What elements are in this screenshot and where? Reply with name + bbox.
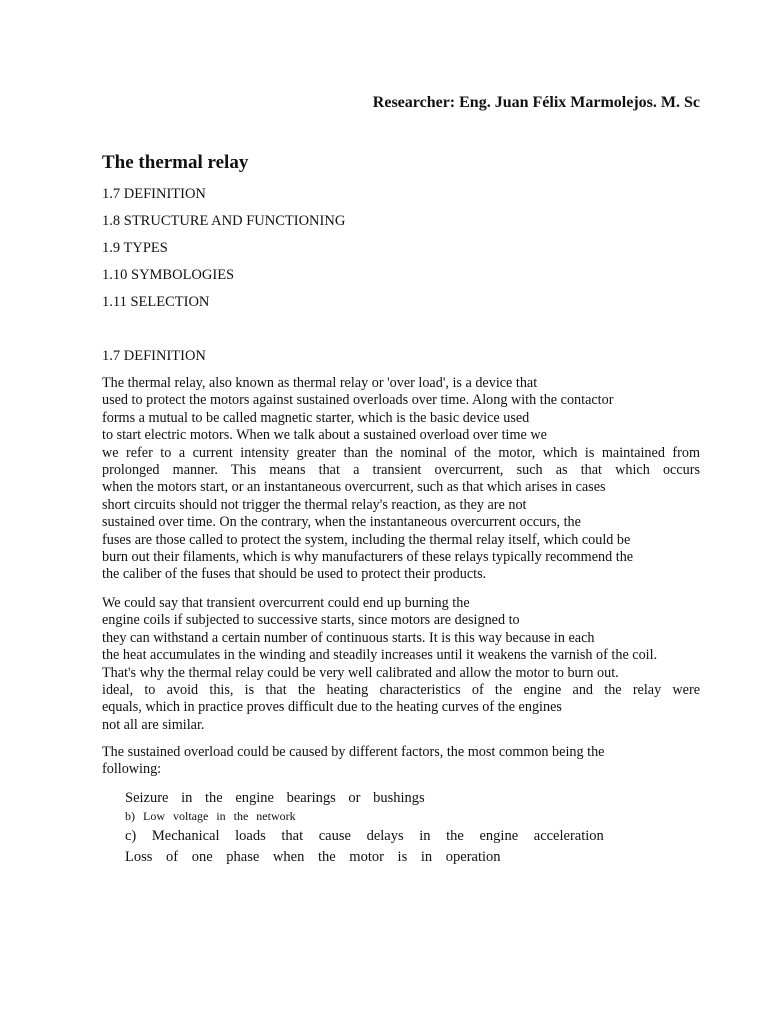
toc-item-types: 1.9 TYPES: [102, 240, 168, 256]
paragraph-line: burn out their filaments, which is why manufacturers of these relays typically recommend the: [102, 549, 634, 566]
paragraph-line: sustained over time. On the contrary, when the instantaneous overcurrent occurs, the: [102, 514, 581, 531]
paragraph-line: following:: [102, 761, 162, 778]
toc-item-selection: 1.11 SELECTION: [102, 294, 210, 310]
section-heading: 1.7 DEFINITION: [102, 348, 206, 364]
list-item: Loss of one phase when the motor is in operation: [125, 849, 501, 865]
table-of-contents: [102, 185, 345, 320]
paragraph-line: not all are similar.: [102, 716, 205, 733]
overcurrent-paragraph: [102, 595, 700, 734]
paragraph-line: prolonged manner. This means that a transient overcurrent, such as that which occurs: [102, 462, 700, 479]
definition-paragraph: [102, 375, 700, 584]
list-item: c) Mechanical loads that cause delays in the engine acceleration: [125, 828, 604, 844]
document-title: The thermal relay: [102, 152, 249, 173]
toc-item-definition: 1.7 DEFINITION: [102, 186, 206, 202]
paragraph-line: they can withstand a certain number of continuous starts. It is this way because in each: [102, 629, 595, 646]
researcher-credit: Researcher: Eng. Juan Félix Marmolejos. M. Sc: [372, 94, 700, 111]
paragraph-line: equals, which in practice proves difficult due to the heating curves of the engines: [102, 699, 562, 716]
toc-item-structure: 1.8 STRUCTURE AND FUNCTIONING: [102, 213, 346, 229]
paragraph-line: The sustained overload could be caused by different factors, the most common being the: [102, 744, 605, 760]
overload-causes-list: [125, 789, 604, 867]
paragraph-line: forms a mutual to be called magnetic starter, which is the basic device used: [102, 409, 530, 426]
paragraph-line: we refer to a current intensity greater than the nominal of the motor, which is maintained from: [102, 444, 700, 461]
list-item: b) Low voltage in the network: [125, 809, 296, 823]
paragraph-line: to start electric motors. When we talk about a sustained overload over time we: [102, 427, 547, 444]
toc-item-symbologies: 1.10 SYMBOLOGIES: [102, 267, 235, 283]
overload-causes-intro: [102, 744, 700, 779]
list-item: Seizure in the engine bearings or bushings: [125, 790, 425, 806]
paragraph-line: engine coils if subjected to successive starts, since motors are designed to: [102, 612, 520, 629]
paragraph-line: used to protect the motors against sustained overloads over time. Along with the contactor: [102, 392, 614, 409]
paragraph-line: The thermal relay, also known as thermal relay or 'over load', is a device that: [102, 375, 538, 391]
paragraph-line: fuses are those called to protect the system, including the thermal relay itself, which could be: [102, 531, 631, 548]
paragraph-line: the heat accumulates in the winding and steadily increases until it weakens the varnish of the coil.: [102, 647, 658, 664]
paragraph-line: We could say that transient overcurrent could end up burning the: [102, 595, 470, 611]
paragraph-line: when the motors start, or an instantaneous overcurrent, such as that which arises in cases: [102, 479, 606, 496]
paragraph-line: ideal, to avoid this, is that the heating characteristics of the engine and the relay were: [102, 682, 700, 699]
paragraph-line: the caliber of the fuses that should be used to protect their products.: [102, 566, 487, 583]
paragraph-line: That's why the thermal relay could be very well calibrated and allow the motor to burn out.: [102, 664, 619, 681]
paragraph-line: short circuits should not trigger the thermal relay's reaction, as they are not: [102, 496, 527, 513]
